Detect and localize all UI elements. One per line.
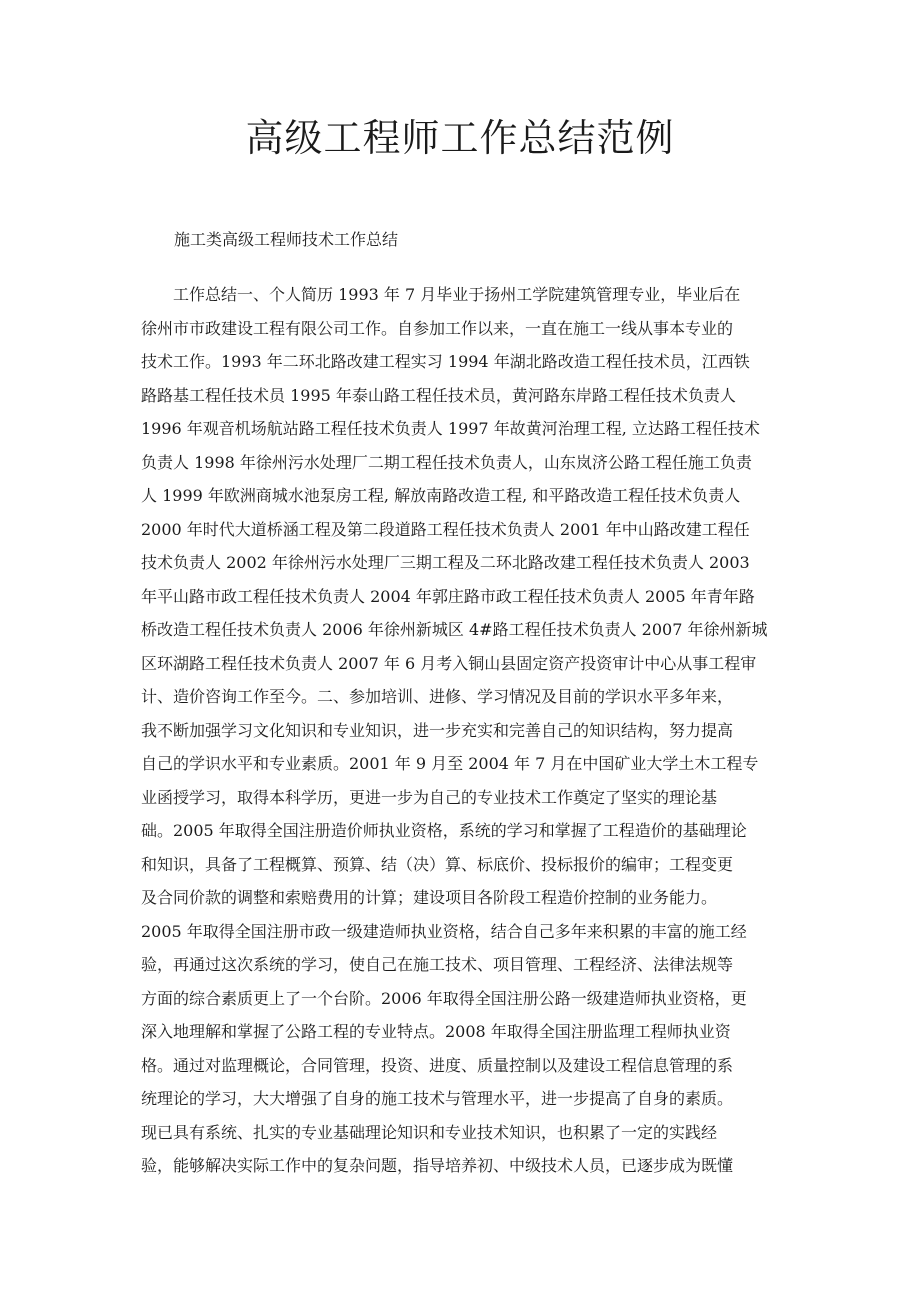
body-line: 2005 年取得全国注册市政一级建造师执业资格，结合自己多年来积累的丰富的施工经 <box>141 921 747 941</box>
document-title: 高级工程师工作总结范例 <box>245 116 675 160</box>
body-line: 自己的学识水平和专业素质。2001 年 9 月至 2004 年 7 月在中国矿业大学土木工程专 <box>141 754 759 773</box>
body-line: 和知识，具备了工程概算、预算、结（决）算、标底价、投标报价的编审；工程变更 <box>141 854 734 874</box>
body-line: 我不断加强学习文化知识和专业知识，进一步充实和完善自己的知识结构，努力提高 <box>141 720 734 740</box>
body-line: 方面的综合素质更上了一个台阶。2006 年取得全国注册公路一级建造师执业资格，更 <box>141 988 747 1008</box>
body-line: 1996 年观音机场航站路工程任技术负责人 1997 年故黄河治理工程, 立达路工程任技术 <box>141 419 760 438</box>
body-line: 现已具有系统、扎实的专业基础理论知识和专业技术知识，也积累了一定的实践经 <box>141 1122 718 1142</box>
body-paragraph <box>141 278 777 1183</box>
body-line: 人 1999 年欧洲商城水池泵房工程, 解放南路改造工程, 和平路改造工程任技术负责人 <box>141 486 741 505</box>
body-line: 及合同价款的调整和索赔费用的计算；建设项目各阶段工程造价控制的业务能力。 <box>141 888 718 907</box>
body-line: 验，能够解决实际工作中的复杂问题，指导培养初、中级技术人员，已逐步成为既懂 <box>141 1156 734 1175</box>
body-line: 计、造价咨询工作至今。二、参加培训、进修、学习情况及目前的学识水平多年来， <box>141 687 734 706</box>
body-line: 技术工作。1993 年二环北路改建工程实习 1994 年湖北路改造工程任技术员，江西铁 <box>141 352 750 371</box>
body-line: 业函授学习，取得本科学历，更进一步为自己的专业技术工作奠定了坚实的理论基 <box>141 787 718 807</box>
body-line: 桥改造工程任技术负责人 2006 年徐州新城区 4#路工程任技术负责人 2007 年徐州新城 <box>141 620 768 639</box>
body-line: 格。通过对监理概论，合同管理，投资、进度、质量控制以及建设工程信息管理的系 <box>141 1055 734 1075</box>
body-line: 2000 年时代大道桥涵工程及第二段道路工程任技术负责人 2001 年中山路改建工程任 <box>141 519 750 539</box>
body-line: 区环湖路工程任技术负责人 2007 年 6 月考入铜山县固定资产投资审计中心从事工程审 <box>141 653 757 673</box>
body-line: 负责人 1998 年徐州污水处理厂二期工程任技术负责人，山东岚济公路工程任施工负责 <box>141 452 752 472</box>
body-line: 验，再通过这次系统的学习，使自己在施工技术、项目管理、工程经济、法律法规等 <box>141 955 734 974</box>
body-line: 路路基工程任技术员 1995 年泰山路工程任技术员，黄河路东岸路工程任技术负责人 <box>141 385 736 405</box>
body-line: 深入地理解和掌握了公路工程的专业特点。2008 年取得全国注册监理工程师执业资 <box>141 1022 731 1041</box>
body-line: 础。2005 年取得全国注册造价师执业资格，系统的学习和掌握了工程造价的基础理论 <box>141 821 747 840</box>
body-line: 统理论的学习，大大增强了自身的施工技术与管理水平，进一步提高了自身的素质。 <box>141 1089 734 1108</box>
document-subtitle: 施工类高级工程师技术工作总结 <box>174 230 399 249</box>
body-line: 徐州市市政建设工程有限公司工作。自参加工作以来，一直在施工一线从事本专业的 <box>141 318 734 338</box>
body-line: 年平山路市政工程任技术负责人 2004 年郭庄路市政工程任技术负责人 2005 年青年路 <box>141 586 755 606</box>
body-line: 工作总结一、个人简历 1993 年 7 月毕业于扬州工学院建筑管理专业，毕业后在 <box>173 285 741 304</box>
body-line: 技术负责人 2002 年徐州污水处理厂三期工程及二环北路改建工程任技术负责人 2003 <box>141 553 750 572</box>
